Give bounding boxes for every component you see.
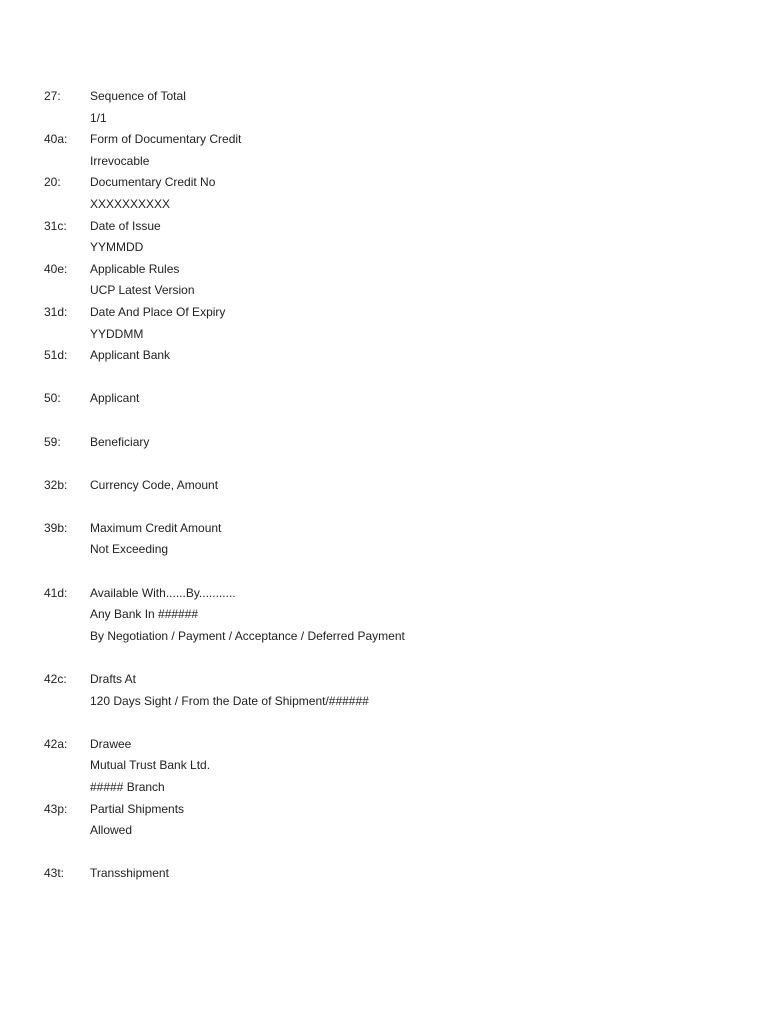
field-value: Not Exceeding [90, 542, 169, 557]
field-lines [90, 172, 768, 215]
field-label: Maximum Credit Amount [90, 520, 222, 535]
field-label: Sequence of Total [90, 89, 186, 103]
field-label: Partial Shipments [90, 801, 185, 816]
field-tag: 42c: [44, 672, 67, 687]
field-41d [0, 583, 768, 669]
field-tag: 51d: [44, 348, 68, 363]
field-20 [0, 172, 768, 215]
field-lines [90, 518, 768, 583]
field-tag: 41d: [44, 585, 68, 600]
field-value: XXXXXXXXXX [90, 196, 171, 211]
field-tag: 31c: [44, 218, 67, 233]
field-label: Date And Place Of Expiry [90, 304, 226, 319]
field-value: 120 Days Sight / From the Date of Shipment/###### [90, 693, 369, 708]
field-value [90, 410, 768, 432]
field-lines [90, 863, 768, 885]
field-lines [90, 259, 768, 302]
field-lines [90, 734, 768, 799]
field-lines [90, 345, 768, 388]
field-label: Drafts At [90, 672, 137, 687]
field-tag: 39b: [44, 520, 68, 535]
field-value: By Negotiation / Payment / Acceptance / Deferred Payment [90, 628, 405, 643]
field-value: Allowed [90, 823, 133, 838]
field-value: ##### Branch [90, 780, 165, 794]
field-42a [0, 734, 768, 799]
field-label: Date of Issue [90, 218, 161, 233]
field-tag: 59: [44, 434, 61, 449]
field-value [90, 453, 768, 475]
field-value: 1/1 [90, 110, 107, 125]
field-43t [0, 863, 768, 885]
field-51d [0, 345, 768, 388]
field-lines [90, 129, 768, 172]
field-tag: 40e: [44, 261, 68, 276]
field-tag: 43t: [44, 866, 65, 881]
field-tag: 32b: [44, 477, 68, 492]
field-label: Form of Documentary Credit [90, 132, 242, 147]
field-label: Beneficiary [90, 434, 150, 449]
field-tag: 31d: [44, 304, 68, 319]
field-tag: 50: [44, 391, 61, 406]
field-tag: 27: [44, 89, 61, 103]
lc-document [0, 86, 768, 885]
field-40a [0, 129, 768, 172]
field-lines [90, 302, 768, 345]
field-lines [90, 669, 768, 734]
field-43p [0, 799, 768, 864]
field-lines [90, 432, 768, 475]
field-label: Applicant [90, 391, 140, 406]
field-lines [90, 583, 768, 669]
field-tag: 42a: [44, 736, 68, 751]
field-lines [90, 799, 768, 864]
field-value [90, 367, 768, 389]
field-32b [0, 475, 768, 518]
field-tag: 43p: [44, 801, 68, 816]
field-50 [0, 388, 768, 431]
field-value [90, 712, 768, 734]
field-40e [0, 259, 768, 302]
field-27 [0, 86, 768, 129]
field-value: YYDDMM [90, 326, 144, 341]
field-59 [0, 432, 768, 475]
field-value [90, 842, 768, 864]
field-value: UCP Latest Version [90, 283, 195, 298]
field-lines [90, 388, 768, 431]
field-value [90, 496, 768, 518]
field-lines [90, 86, 768, 129]
field-label: Available With......By........... [90, 585, 236, 600]
field-value: YYMMDD [90, 240, 144, 255]
field-42c [0, 669, 768, 734]
field-lines [90, 475, 768, 518]
field-label: Documentary Credit No [90, 175, 216, 190]
field-value: Irrevocable [90, 153, 150, 168]
field-label: Applicable Rules [90, 261, 180, 276]
field-label: Currency Code, Amount [90, 477, 219, 492]
field-tag: 20: [44, 175, 61, 190]
field-label: Applicant Bank [90, 348, 171, 363]
field-39b [0, 518, 768, 583]
field-value [90, 647, 768, 669]
field-value: Any Bank In ###### [90, 607, 199, 622]
field-lines [90, 216, 768, 259]
field-31c [0, 216, 768, 259]
field-label: Drawee [90, 736, 132, 751]
field-31d [0, 302, 768, 345]
field-value [90, 561, 768, 583]
field-value: Mutual Trust Bank Ltd. [90, 758, 211, 773]
field-tag: 40a: [44, 132, 68, 147]
field-label: Transshipment [90, 866, 169, 881]
